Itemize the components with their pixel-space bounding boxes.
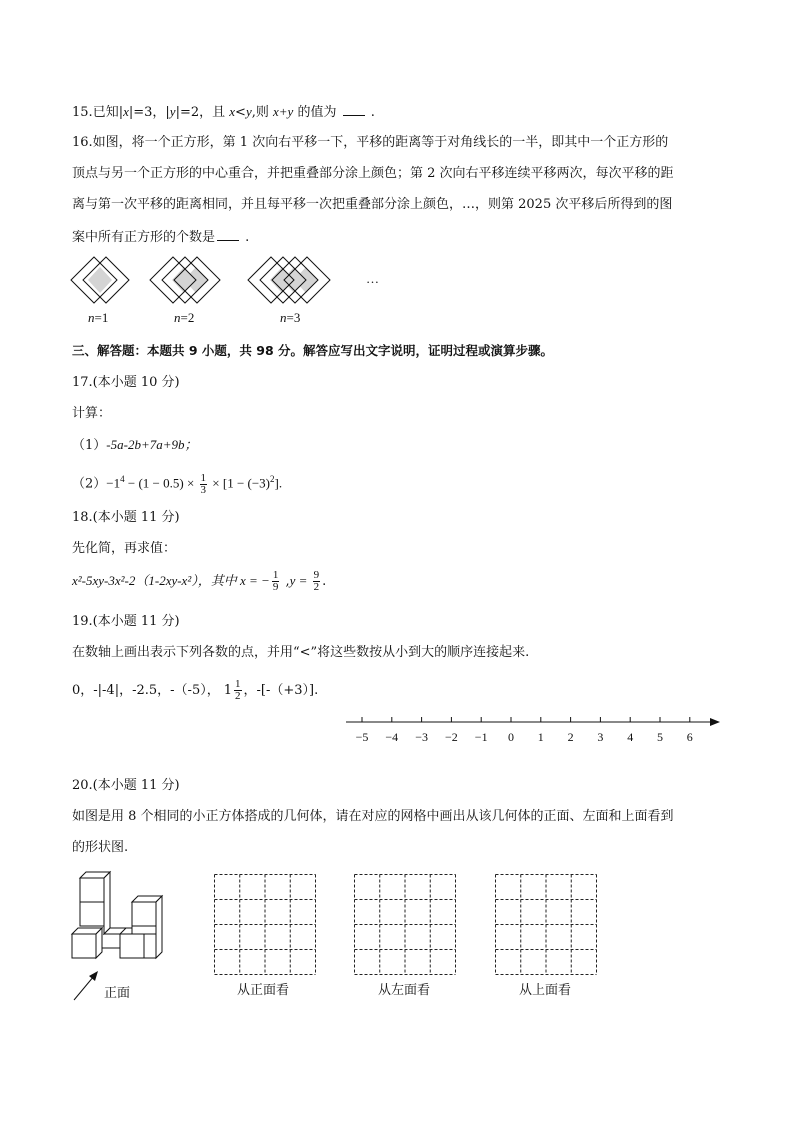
q16-text: 案中所有正方形的个数是 (72, 230, 216, 245)
q17-part-1 (72, 436, 198, 455)
q18-heading: 18.(本小题 11 分) (72, 510, 180, 525)
cube-face (132, 902, 156, 926)
grid-front-view[interactable] (213, 873, 317, 976)
pattern-n2 (150, 257, 220, 303)
q16-line-2: 顶点与另一个正方形的中心重合，并把重叠部分涂上颜色；第 2 次向右平移连续平移两次，每次平移的距 (72, 166, 674, 181)
q15-text: 已知| (92, 105, 124, 120)
fraction (313, 570, 321, 593)
tick-label: −4 (385, 730, 399, 744)
part-label: （1） (72, 438, 107, 453)
cube-solid-figure (66, 862, 176, 1004)
q15-var-y: y (169, 104, 176, 119)
q17-term: −1 (106, 475, 121, 491)
cube-side (156, 896, 162, 958)
tick-label: −1 (474, 730, 488, 744)
ellipsis: … (366, 271, 379, 286)
dashed-grid (496, 875, 597, 975)
dashed-grid (215, 875, 316, 975)
tick-label: 0 (508, 730, 514, 744)
tick-label: 5 (657, 730, 663, 744)
cube-face (132, 926, 156, 934)
square-pattern-figure (66, 255, 406, 330)
mixed-whole: 1 (223, 683, 232, 698)
answer-blank[interactable] (343, 103, 365, 116)
grid-left-view[interactable] (353, 873, 457, 976)
denominator: 2 (313, 581, 320, 593)
denominator: 2 (235, 690, 241, 702)
q18-end: . (322, 574, 327, 589)
fraction (234, 679, 242, 702)
arrow-head (710, 718, 720, 726)
tick-label: 2 (567, 730, 574, 744)
tick-label: −2 (445, 730, 458, 744)
q15-var-sum: x+y (273, 104, 294, 119)
grid-label-left: 从左面看 (378, 983, 431, 998)
q17-term: ] (274, 475, 279, 491)
cube-face (120, 934, 144, 958)
q15-text: ,则 (251, 105, 273, 120)
q18-expression-text: x²-5xy-3x²-2（1-2xy-x²），其中 (72, 573, 240, 588)
exponent: 2 (270, 474, 275, 484)
fraction (200, 473, 208, 496)
q17-part-2 (72, 464, 282, 499)
q20-line-1: 如图是用 8 个相同的小正方体搭成的几何体，请在对应的网格中画出从该几何体的正面、左面和上面看到 (72, 809, 674, 824)
cube-face (144, 934, 156, 958)
q18-intro: 先化简，再求值： (72, 541, 177, 556)
tick-label: 4 (627, 730, 634, 744)
label-n3: n=3 (280, 310, 301, 325)
numerator: 9 (313, 569, 320, 581)
cube-face (72, 934, 96, 958)
q19-intro: 在数轴上画出表示下列各数的点，并用“<”将这些数按从小到大的顺序连接起来. (72, 645, 530, 660)
q15-var-x: x (229, 104, 236, 119)
grid-top-view[interactable] (494, 873, 598, 976)
view-arrow (74, 976, 94, 1000)
q19-numbers-text: 0，-|-4|，-2.5，-（-5）， (72, 683, 220, 698)
label-n2: n=2 (174, 310, 195, 325)
q17-term: × [1 − (−3) (209, 475, 271, 491)
q18-x-eq: x = − (239, 573, 270, 588)
arrow-head (89, 971, 98, 981)
q18-y-eq: y = (289, 573, 311, 588)
numerator: 1 (272, 569, 279, 581)
grid-label-front: 从正面看 (237, 983, 290, 998)
q15-lt: < (235, 105, 246, 120)
q17-expression-1: -5a-2b+7a+9b； (106, 437, 198, 452)
denominator: 3 (200, 483, 207, 496)
q17-intro: 计算： (72, 406, 112, 421)
q17-term: − (1 − 0.5) × (124, 475, 198, 491)
exponent: 4 (120, 474, 125, 484)
front-label: 正面 (104, 986, 131, 1001)
q15-text: 的值为 (293, 105, 337, 120)
q15-text: |=3，| (128, 105, 170, 120)
question-15 (72, 103, 375, 122)
q16-end: . (245, 230, 250, 245)
q15-var-y: y (245, 104, 252, 119)
label-n1: n=1 (88, 310, 109, 325)
q15-var-x: x (123, 104, 129, 119)
cube-face (80, 902, 104, 926)
denominator: 9 (272, 581, 279, 593)
q18-expression (72, 566, 326, 597)
q17-end: . (278, 475, 283, 491)
answer-blank[interactable] (217, 228, 239, 241)
fraction (272, 570, 280, 593)
numerator: 1 (235, 678, 241, 690)
cube-side (96, 928, 102, 958)
part-label: （2） (72, 476, 107, 492)
tick-label: −5 (355, 730, 369, 744)
pattern-n3 (248, 257, 330, 303)
cube-side (104, 872, 110, 934)
grid-label-top: 从上面看 (519, 983, 572, 998)
cube-face (80, 878, 104, 902)
q16-line-3: 离与第一次平移的距离相同，并且每平移一次把重叠部分涂上颜色，…，则第 2025 次平移后所得到的图 (72, 197, 673, 212)
q19-numbers-text: ，-[-（+3）]. (243, 683, 319, 698)
q15-number: 15. (72, 105, 93, 120)
tick-label: −3 (415, 730, 428, 744)
q16-line-1: 16.如图，将一个正方形，第 1 次向右平移一下，平移的距离等于对角线长的一半，即其中一个正方形的 (72, 135, 669, 150)
q17-heading: 17.(本小题 10 分) (72, 375, 180, 390)
q16-line-4 (72, 228, 249, 247)
q20-line-2: 的形状图. (72, 840, 129, 855)
tick-label: 1 (537, 730, 544, 744)
q20-heading: 20.(本小题 11 分) (72, 778, 180, 793)
q15-text: |=2，且 (175, 105, 230, 120)
number-line (340, 708, 725, 748)
tick-label: 6 (686, 730, 693, 744)
dashed-grid (355, 875, 456, 975)
tick-label: 3 (597, 730, 604, 744)
q19-heading: 19.(本小题 11 分) (72, 614, 180, 629)
section-3-heading: 三、解答题：本题共 9 小题，共 98 分。解答应写出文字说明，证明过程或演算步骤。 (72, 343, 554, 358)
separator: , (281, 574, 290, 589)
q15-end: . (370, 105, 375, 120)
pattern-n1 (71, 257, 129, 303)
numerator: 1 (200, 471, 207, 484)
q19-numbers (72, 676, 318, 706)
